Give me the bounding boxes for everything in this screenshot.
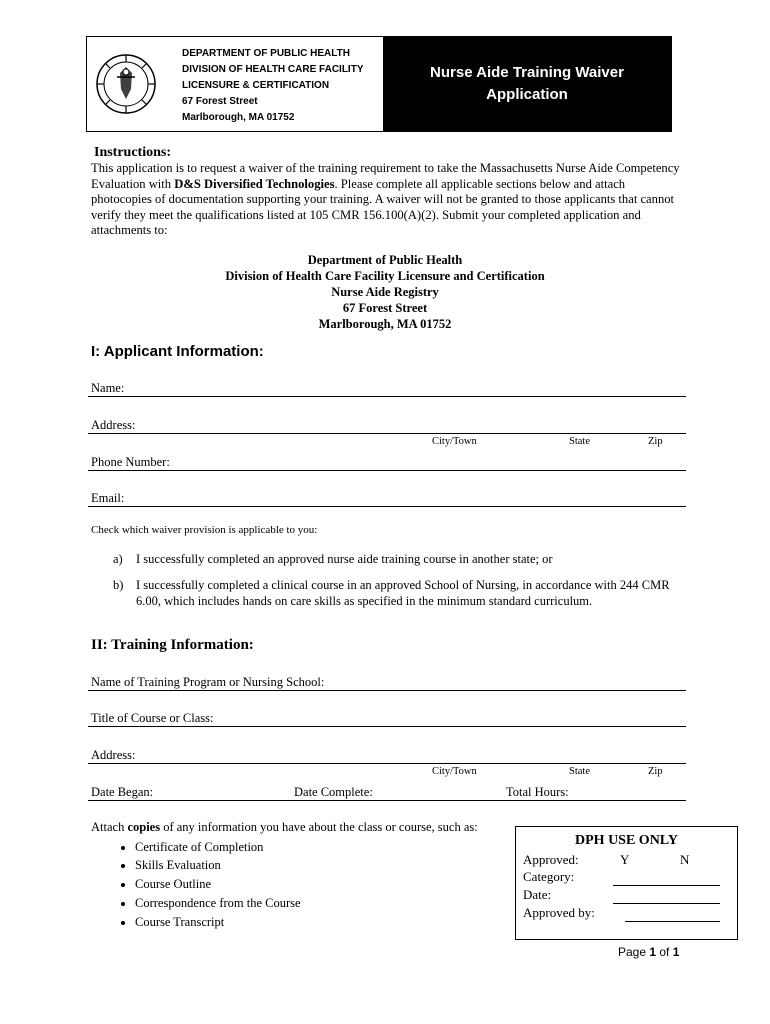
training-address-field[interactable] bbox=[88, 763, 686, 764]
attach-instructions bbox=[91, 820, 491, 931]
approved-no[interactable]: N bbox=[680, 852, 690, 867]
training-zip-label: Zip bbox=[648, 766, 663, 777]
training-address-label: Address: bbox=[91, 748, 136, 762]
list-item: • Correspondence from the Course bbox=[135, 894, 491, 913]
list-item: • Skills Evaluation bbox=[135, 856, 491, 875]
address-label: Address: bbox=[91, 418, 136, 432]
approved-by-field[interactable] bbox=[625, 921, 720, 922]
city-label: City/Town bbox=[432, 436, 477, 447]
form-title-block bbox=[383, 37, 671, 131]
state-seal-icon bbox=[95, 53, 157, 115]
section-applicant-title: I: Applicant Information: bbox=[91, 343, 264, 360]
category-field[interactable] bbox=[613, 885, 720, 886]
program-field[interactable] bbox=[88, 690, 686, 691]
address-field[interactable] bbox=[88, 433, 686, 434]
training-city-label: City/Town bbox=[432, 766, 477, 777]
list-item: • Course Outline bbox=[135, 875, 491, 894]
list-item: • Course Transcript bbox=[135, 913, 491, 932]
dept-line: LICENSURE & CERTIFICATION bbox=[182, 80, 330, 91]
program-label: Name of Training Program or Nursing School: bbox=[91, 675, 325, 689]
waiver-prompt: Check which waiver provision is applicable to you: bbox=[91, 524, 318, 536]
section-training-title: II: Training Information: bbox=[91, 637, 254, 653]
option-a-marker[interactable]: a) bbox=[113, 552, 123, 566]
option-b-text: I successfully completed a clinical course in an approved School of Nursing, in accordance with 244 CMR 6.00, which includes hands on care skills as specified in the minimum standard curriculum. bbox=[136, 578, 670, 608]
dept-line: Marlborough, MA 01752 bbox=[182, 112, 295, 123]
dept-line: DEPARTMENT OF PUBLIC HEALTH bbox=[182, 48, 350, 59]
mailing-address: Department of Public Health Division of Health Care Facility Licensure and Certification Nurse Aide Registry 67 Forest Street Marlborough, MA 01752 bbox=[225, 253, 545, 331]
training-state-label: State bbox=[569, 766, 590, 777]
instructions-title: Instructions: bbox=[94, 145, 172, 160]
phone-label: Phone Number: bbox=[91, 455, 170, 469]
date-began-label: Date Began: bbox=[91, 785, 154, 799]
attach-list bbox=[91, 838, 491, 932]
category-label: Category: bbox=[523, 869, 575, 884]
date-complete-label: Date Complete: bbox=[294, 785, 373, 799]
date-label: Date: bbox=[523, 887, 552, 902]
page-number: Page 1 of 1 bbox=[618, 945, 680, 959]
header-left bbox=[87, 37, 383, 131]
list-item: • Certificate of Completion bbox=[135, 838, 491, 857]
approved-yes[interactable]: Y bbox=[620, 852, 630, 867]
dept-line: 67 Forest Street bbox=[182, 96, 258, 107]
phone-field[interactable] bbox=[88, 470, 686, 471]
state-label: State bbox=[569, 436, 590, 447]
approved-label: Approved: bbox=[523, 852, 579, 867]
option-b-marker[interactable]: b) bbox=[113, 578, 124, 592]
course-field[interactable] bbox=[88, 726, 686, 727]
name-label: Name: bbox=[91, 381, 125, 395]
department-address bbox=[182, 46, 363, 126]
course-label: Title of Course or Class: bbox=[91, 711, 214, 725]
email-label: Email: bbox=[91, 491, 125, 505]
name-field[interactable] bbox=[88, 396, 686, 397]
header-box bbox=[86, 36, 672, 132]
dph-use-only-box bbox=[515, 826, 738, 940]
approved-by-label: Approved by: bbox=[523, 905, 595, 920]
email-field[interactable] bbox=[88, 506, 686, 507]
zip-label: Zip bbox=[648, 436, 663, 447]
date-field[interactable] bbox=[613, 903, 720, 904]
company-name: D&S Diversified Technologies bbox=[174, 176, 335, 191]
total-hours-label: Total Hours: bbox=[506, 785, 569, 799]
dates-field[interactable] bbox=[88, 800, 686, 801]
attach-text: Attach copies of any information you have about the class or course, such as: bbox=[91, 820, 478, 834]
dph-title: DPH USE ONLY bbox=[575, 833, 678, 848]
form-title: Nurse Aide Training Waiver Application bbox=[430, 64, 624, 103]
option-a-text: I successfully completed an approved nurse aide training course in another state; or bbox=[136, 552, 553, 566]
dept-line: DIVISION OF HEALTH CARE FACILITY bbox=[182, 64, 364, 75]
instructions-text: This application is to request a waiver of the training requirement to take the Massachusetts Nurse Aide Competency Evaluation with D&S Diversified Technologies. Please complete all applicable sections below and attach photocopies of documentation supporting your training. A waiver will not be granted to those applicants that cannot verify they meet the qualifications listed at 105 CMR 156.100(A)(2). Submit your completed application and attachments to: bbox=[91, 161, 680, 238]
